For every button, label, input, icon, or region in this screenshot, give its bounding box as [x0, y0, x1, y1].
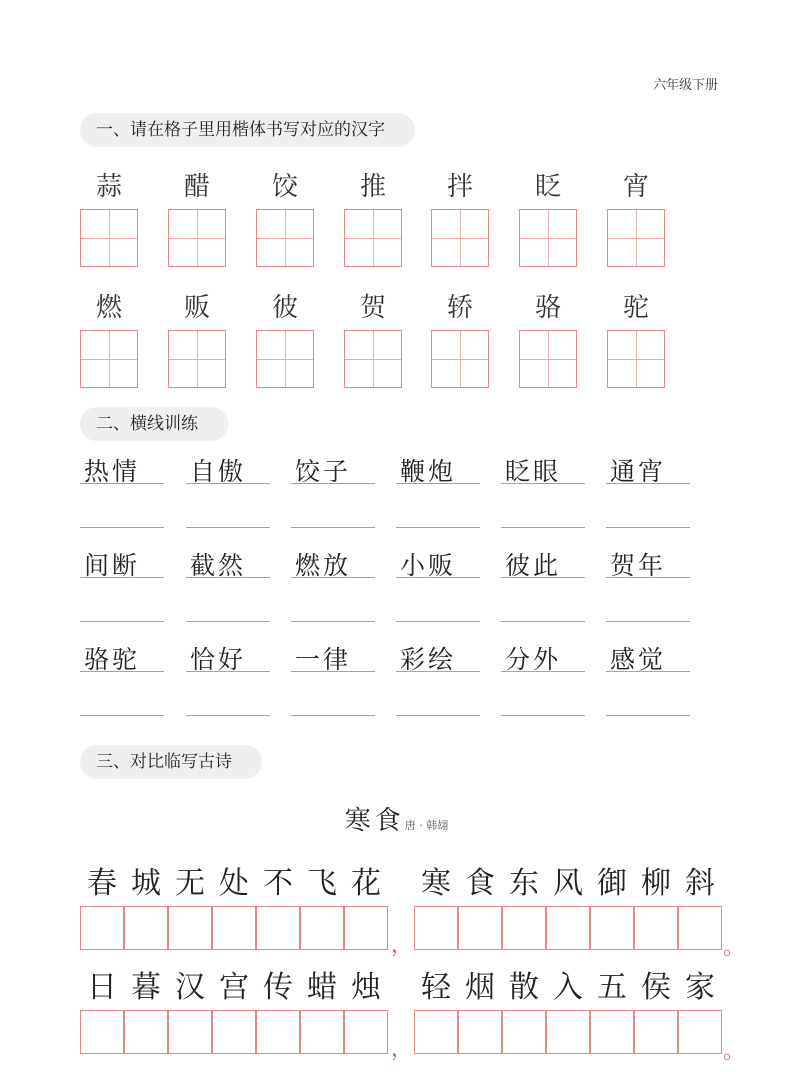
baseline — [186, 483, 270, 484]
poem-char: 暮 — [131, 970, 161, 1005]
practice-word: 骆驼 — [84, 645, 141, 674]
poem-char: 五 — [597, 970, 627, 1005]
poem-box — [256, 1010, 300, 1054]
practice-char: 眨 — [534, 172, 561, 202]
practice-char: 贩 — [183, 293, 210, 323]
period-mark: 。 — [723, 1039, 746, 1064]
practice-word: 燃放 — [295, 551, 352, 580]
practice-word: 间断 — [84, 551, 141, 580]
blank-line — [606, 527, 690, 528]
poem-char: 家 — [685, 970, 715, 1005]
tianzige-box — [519, 330, 577, 388]
baseline — [501, 671, 585, 672]
practice-word: 眨眼 — [505, 457, 562, 486]
baseline — [396, 577, 480, 578]
practice-word: 彼此 — [505, 551, 562, 580]
practice-char: 骆 — [534, 293, 561, 323]
section3-title: 三、对比临写古诗 — [80, 745, 262, 779]
poem-char: 侯 — [641, 970, 671, 1005]
poem-char: 飞 — [307, 866, 337, 901]
poem-char: 日 — [87, 970, 117, 1005]
poem-box — [634, 906, 678, 950]
baseline — [396, 483, 480, 484]
practice-char: 燃 — [95, 293, 122, 323]
poem-char: 柳 — [641, 866, 671, 901]
poem-box — [458, 1010, 502, 1054]
baseline — [291, 483, 375, 484]
practice-word: 一律 — [295, 645, 352, 674]
poem-box — [634, 1010, 678, 1054]
poem-char: 汉 — [175, 970, 205, 1005]
practice-word: 通宵 — [610, 457, 667, 486]
tianzige-box — [168, 330, 226, 388]
baseline — [186, 671, 270, 672]
poem-char: 轻 — [421, 970, 451, 1005]
poem-box — [212, 906, 256, 950]
tianzige-box — [80, 209, 138, 267]
poem-char: 食 — [465, 866, 495, 901]
practice-word: 热情 — [84, 457, 141, 486]
practice-word: 自傲 — [190, 457, 247, 486]
poem-char: 无 — [175, 866, 205, 901]
tianzige-box — [80, 330, 138, 388]
blank-line — [501, 715, 585, 716]
poem-box — [502, 906, 546, 950]
practice-char: 拌 — [446, 172, 473, 202]
baseline — [501, 577, 585, 578]
baseline — [396, 671, 480, 672]
poem-char: 春 — [87, 866, 117, 901]
practice-char: 宵 — [622, 172, 649, 202]
poem-char: 东 — [509, 866, 539, 901]
poem-char: 入 — [553, 970, 583, 1005]
blank-line — [186, 527, 270, 528]
blank-line — [186, 715, 270, 716]
poem-title: 寒食 — [344, 806, 405, 836]
baseline — [80, 577, 164, 578]
practice-char: 轿 — [446, 293, 473, 323]
baseline — [606, 483, 690, 484]
poem-box — [168, 1010, 212, 1054]
practice-char: 醋 — [183, 172, 210, 202]
practice-char: 贺 — [359, 293, 386, 323]
poem-char: 散 — [509, 970, 539, 1005]
tianzige-box — [256, 209, 314, 267]
blank-line — [80, 621, 164, 622]
poem-box — [124, 906, 168, 950]
poem-author: 唐 · 韩翃 — [404, 819, 449, 832]
poem-box — [590, 906, 634, 950]
poem-box — [124, 1010, 168, 1054]
practice-word: 截然 — [190, 551, 247, 580]
poem-char: 寒 — [421, 866, 451, 901]
poem-char: 烟 — [465, 970, 495, 1005]
tianzige-box — [519, 209, 577, 267]
tianzige-box — [344, 209, 402, 267]
blank-line — [186, 621, 270, 622]
baseline — [291, 577, 375, 578]
blank-line — [501, 621, 585, 622]
practice-char: 推 — [359, 172, 386, 202]
baseline — [501, 483, 585, 484]
blank-line — [291, 527, 375, 528]
poem-box — [168, 906, 212, 950]
baseline — [80, 671, 164, 672]
poem-char: 宫 — [219, 970, 249, 1005]
baseline — [80, 483, 164, 484]
tianzige-box — [431, 209, 489, 267]
poem-box — [212, 1010, 256, 1054]
blank-line — [396, 715, 480, 716]
section2-title: 二、横线训练 — [80, 407, 228, 441]
tianzige-box — [607, 330, 665, 388]
baseline — [606, 671, 690, 672]
tianzige-box — [256, 330, 314, 388]
tianzige-box — [607, 209, 665, 267]
poem-box — [300, 1010, 344, 1054]
poem-char: 花 — [351, 866, 381, 901]
practice-word: 恰好 — [190, 645, 247, 674]
blank-line — [396, 621, 480, 622]
tianzige-box — [344, 330, 402, 388]
poem-box — [256, 906, 300, 950]
poem-box — [502, 1010, 546, 1054]
practice-char: 彼 — [271, 293, 298, 323]
baseline — [291, 671, 375, 672]
blank-line — [291, 715, 375, 716]
poem-char: 御 — [597, 866, 627, 901]
blank-line — [606, 621, 690, 622]
tianzige-box — [431, 330, 489, 388]
blank-line — [80, 527, 164, 528]
blank-line — [291, 621, 375, 622]
section1-title: 一、请在格子里用楷体书写对应的汉字 — [80, 113, 415, 147]
poem-char: 蜡 — [307, 970, 337, 1005]
poem-box — [414, 1010, 458, 1054]
poem-box — [590, 1010, 634, 1054]
practice-char: 蒜 — [95, 172, 122, 202]
practice-word: 饺子 — [295, 457, 352, 486]
blank-line — [606, 715, 690, 716]
poem-box — [546, 1010, 590, 1054]
poem-char: 不 — [263, 866, 293, 901]
comma-mark: ， — [391, 933, 414, 958]
poem-box — [678, 1010, 722, 1054]
poem-box — [344, 906, 388, 950]
poem-box — [80, 906, 124, 950]
blank-line — [501, 527, 585, 528]
practice-word: 鞭炮 — [400, 457, 457, 486]
poem-box — [546, 906, 590, 950]
poem-char: 城 — [131, 866, 161, 901]
poem-char: 风 — [553, 866, 583, 901]
poem-box — [300, 906, 344, 950]
poem-box — [80, 1010, 124, 1054]
grade-label: 六年级下册 — [652, 78, 718, 93]
poem-char: 处 — [219, 866, 249, 901]
blank-line — [80, 715, 164, 716]
practice-word: 贺年 — [610, 551, 667, 580]
practice-char: 饺 — [271, 172, 298, 202]
poem-box — [414, 906, 458, 950]
practice-word: 小贩 — [400, 551, 457, 580]
baseline — [606, 577, 690, 578]
practice-word: 分外 — [505, 645, 562, 674]
practice-word: 感觉 — [610, 645, 667, 674]
blank-line — [396, 527, 480, 528]
tianzige-box — [168, 209, 226, 267]
comma-mark: ， — [391, 1037, 414, 1062]
poem-char: 传 — [263, 970, 293, 1005]
poem-box — [678, 906, 722, 950]
poem-char: 斜 — [685, 866, 715, 901]
poem-box — [458, 906, 502, 950]
practice-word: 彩绘 — [400, 645, 457, 674]
practice-char: 驼 — [622, 293, 649, 323]
period-mark: 。 — [723, 935, 746, 960]
poem-heading — [0, 800, 793, 837]
poem-char: 烛 — [351, 970, 381, 1005]
poem-box — [344, 1010, 388, 1054]
baseline — [186, 577, 270, 578]
